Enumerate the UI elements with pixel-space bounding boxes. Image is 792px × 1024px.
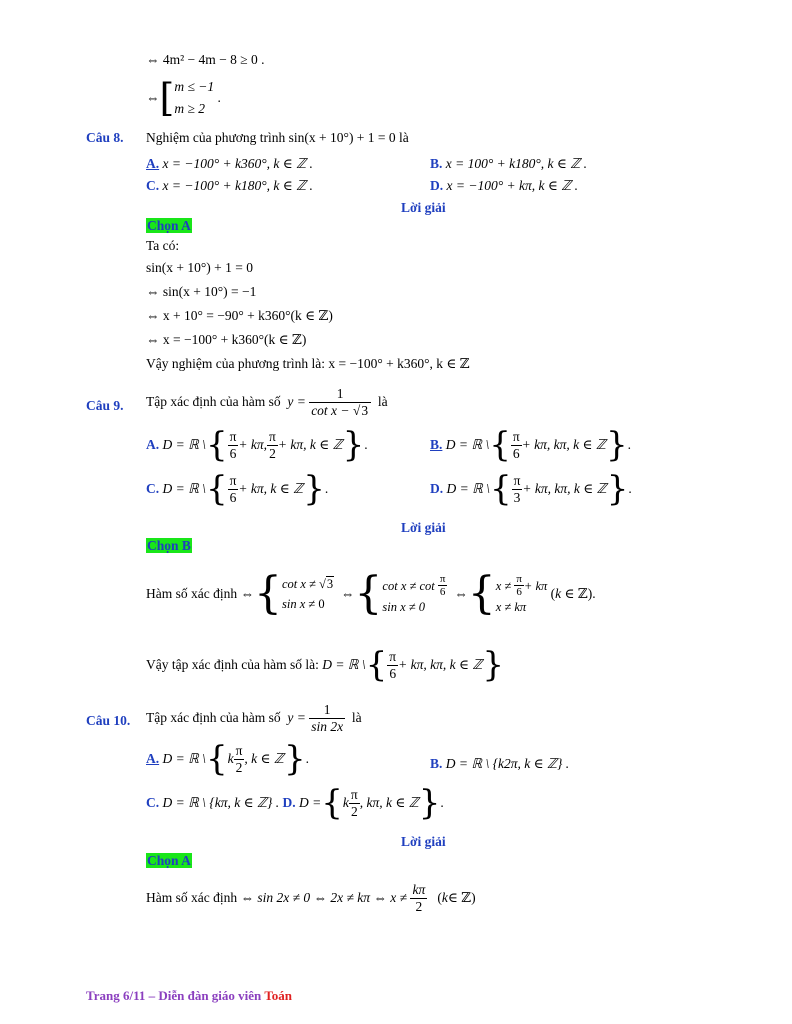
q9-label: Câu 9.	[86, 398, 124, 413]
q9-option-d[interactable]: D. D = ℝ \ { $\frac{\pi}{3}$ + kπ, kπ, k ∈ ℤ } .	[430, 469, 632, 509]
q9-conclusion: Vậy tập xác định của hàm số là: D = ℝ \ { $\frac{\pi}{6}$ + kπ, kπ, k ∈ ℤ }	[146, 645, 505, 685]
q10-option-c[interactable]: C. D = ℝ \ {kπ, k ∈ ℤ} .	[146, 795, 280, 810]
q9-option-c[interactable]: C. D = ℝ \ { $\frac{\pi}{6}$ + kπ, k ∈ ℤ } .	[146, 469, 329, 509]
q8-option-d[interactable]: D. x = −100° + kπ, k ∈ ℤ .	[430, 178, 579, 193]
prev-line-1: ⇔ 4m² − 4m − 8 ≥ 0 .	[146, 52, 265, 67]
q9-option-b[interactable]: B. D = ℝ \ { $\frac{\pi}{6}$ + kπ, kπ, k ∈ ℤ } .	[430, 425, 631, 465]
q8-loigiai: Lời giải	[401, 200, 446, 215]
q8-option-b[interactable]: B. x = 100° + k180°, k ∈ ℤ .	[430, 156, 588, 171]
q9-loigiai: Lời giải	[401, 520, 446, 535]
q8-conclusion: Vậy nghiệm của phương trình là: x = −100° + k360°, k ∈ ℤ	[146, 356, 470, 371]
q10-solution: Hàm số xác định ⇔ sin 2x ≠ 0 ⇔ 2x ≠ kπ ⇔ x ≠ $\frac{k\pi}{2}$ ( k ∈ ℤ)	[146, 882, 476, 914]
q10-option-a[interactable]: A. D = ℝ \ { k $\frac{\pi}{2}$ , k ∈ ℤ } .	[146, 739, 309, 779]
q9-solution: Hàm số xác định ⇔ { cot x ≠ √3 sin x ≠ 0 ⇔ { cot x ≠ cot $\frac{\pi}{6}$ sin x ≠ 0 ⇔ { x ≠ $\frac{\pi}{6}$ + kπ x ≠ kπ (k ∈ ℤ).	[146, 568, 596, 619]
q10-option-d[interactable]: D. D = { k $\frac{\pi}{2}$ , kπ, k ∈ ℤ } .	[282, 783, 444, 823]
q8-step-2: ⇔ sin(x + 10°) = −1	[146, 284, 257, 299]
q10-stem: Tập xác định của hàm số y = $\frac{1}{\sin 2x}$ là	[146, 702, 362, 734]
q10-loigiai: Lời giải	[401, 834, 446, 849]
q8-label: Câu 8.	[86, 130, 124, 145]
q8-step-1: sin(x + 10°) + 1 = 0	[146, 260, 253, 275]
prev-line-2: ⇔ [ m ≤ −1 m ≥ 2 .	[146, 75, 221, 120]
q10-chon: Chọn A	[147, 853, 191, 868]
q9-option-a[interactable]: A. D = ℝ \ { $\frac{\pi}{6}$ + kπ, $\frac{\pi}{2}$ + kπ, k ∈ ℤ } .	[146, 425, 368, 465]
q9-chon: Chọn B	[147, 538, 191, 553]
q10-option-b[interactable]: B. D = ℝ \ {k2π, k ∈ ℤ} .	[430, 756, 570, 771]
q8-stem: Nghiệm của phương trình sin(x + 10°) + 1 = 0 là	[146, 130, 409, 145]
q9-fraction: $\frac{1}{\text{cot x − √3}}$	[309, 386, 371, 418]
page-footer: Trang 6/11 – Diễn đàn giáo viên Toán	[86, 988, 293, 1003]
q8-taco: Ta có:	[146, 238, 180, 253]
q8-step-3: ⇔ x + 10° = −90° + k360°(k ∈ ℤ)	[146, 308, 333, 323]
q8-chon: Chọn A	[147, 218, 191, 233]
q9-stem: Tập xác định của hàm số y = $\frac{1}{\text{cot x − √3}}$ là	[146, 386, 388, 418]
q10-fraction: $\frac{1}{\sin 2x}$	[311, 702, 344, 734]
q8-step-4: ⇔ x = −100° + k360°(k ∈ ℤ)	[146, 332, 307, 347]
q8-option-c[interactable]: C. x = −100° + k180°, k ∈ ℤ .	[146, 178, 313, 193]
q10-label: Câu 10.	[86, 713, 131, 728]
q10-options-cd	[146, 783, 444, 823]
q8-option-a[interactable]: A. x = −100° + k360°, k ∈ ℤ .	[146, 156, 313, 171]
